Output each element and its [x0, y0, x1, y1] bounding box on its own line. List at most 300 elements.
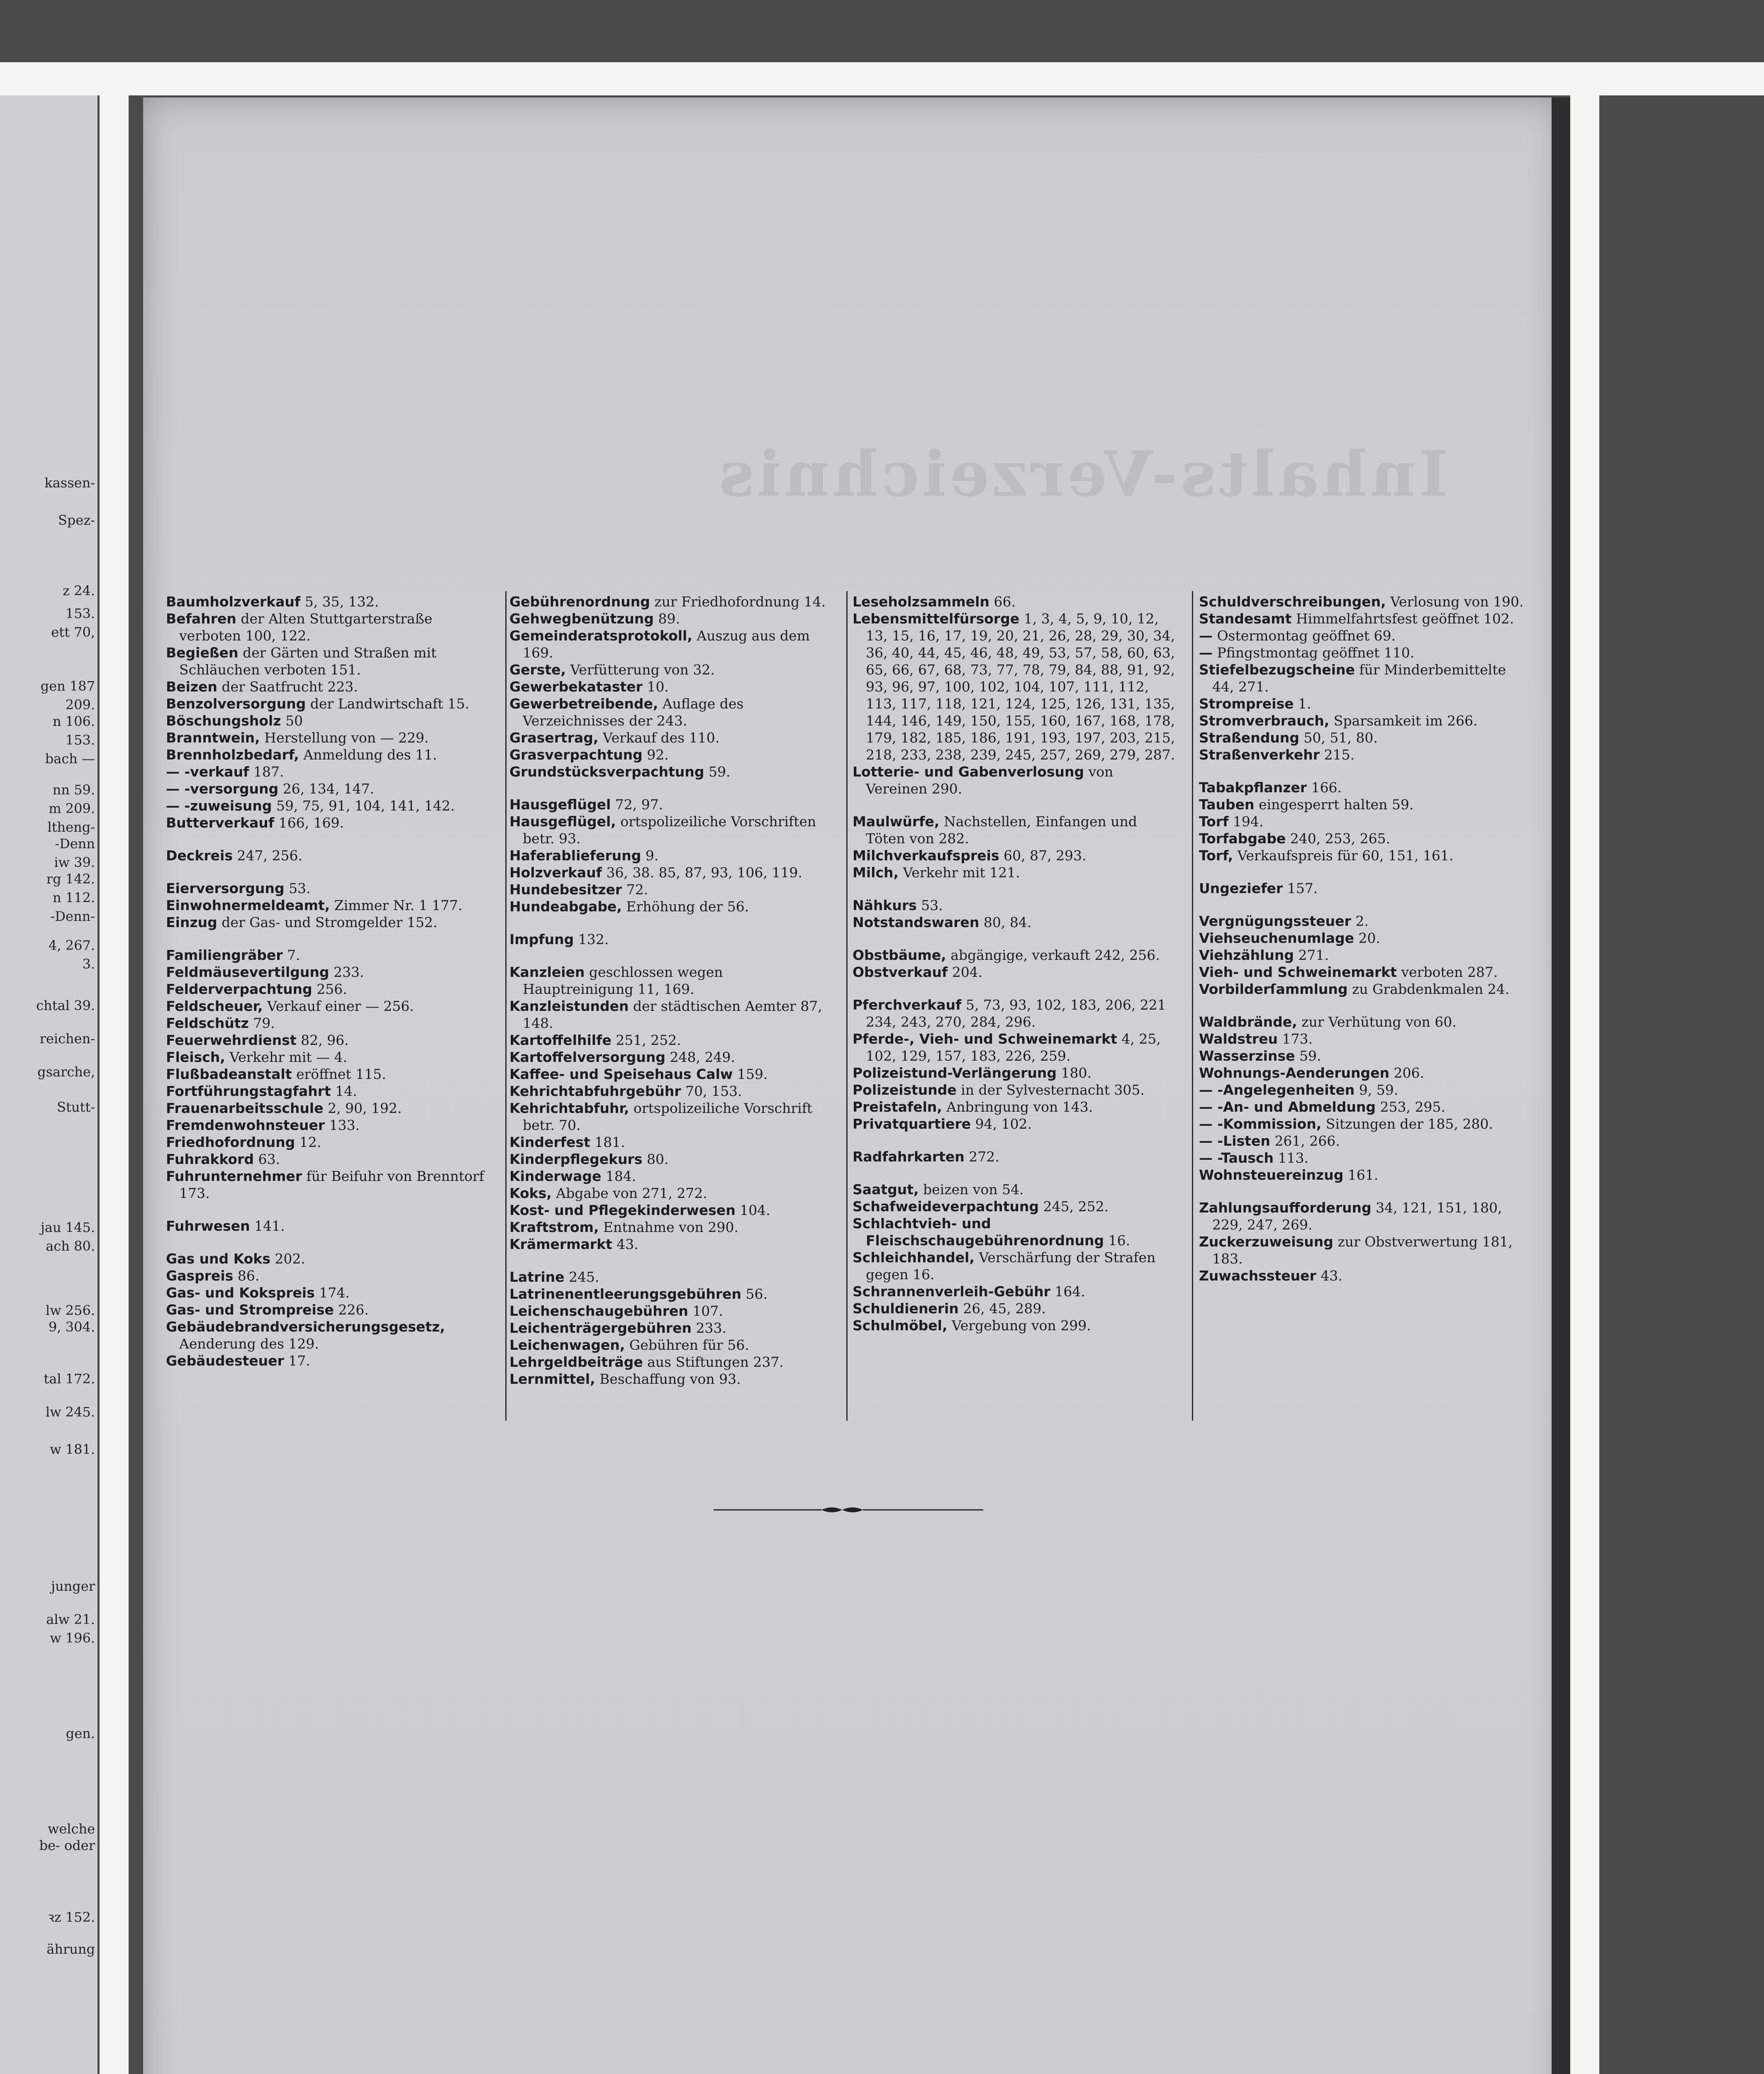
entry-heading: Gas- und Strompreise	[166, 1302, 334, 1318]
entry-references: der Landwirtschaft 15.	[306, 696, 470, 712]
entry-references: 66.	[989, 594, 1016, 610]
index-entry	[166, 1352, 490, 1369]
index-entry	[1199, 1098, 1527, 1115]
entry-heading: Kraftstrom,	[509, 1219, 599, 1235]
index-column-4	[1199, 593, 1527, 1284]
index-entry	[853, 610, 1176, 763]
section-gap	[853, 981, 1176, 996]
entry-references: Verschärfung der Strafen gegen 16.	[866, 1249, 1156, 1283]
index-entry	[509, 881, 833, 898]
entry-heading: Holzverkauf	[509, 864, 602, 881]
entry-heading: Ungeziefer	[1199, 880, 1283, 896]
left-page-fragment: 153.	[65, 732, 95, 748]
section-gap	[853, 931, 1176, 947]
column-divider	[505, 591, 507, 1421]
index-entry	[1199, 1081, 1527, 1098]
entry-references: 94, 102.	[971, 1116, 1032, 1132]
entry-heading: Gebäudesteuer	[166, 1353, 284, 1369]
index-entry	[509, 1185, 833, 1202]
entry-references: 248, 249.	[665, 1049, 735, 1065]
index-entry	[509, 964, 833, 998]
entry-references: 72.	[622, 881, 648, 898]
entry-references: geschlossen wegen Hauptreinigung 11, 169.	[523, 964, 723, 997]
entry-references: eröffnet 115.	[292, 1066, 386, 1082]
index-entry	[166, 695, 490, 712]
entry-references: für Beifuhr von Brenntorf 173.	[179, 1168, 484, 1201]
left-page-fragment: junger	[51, 1578, 95, 1594]
entry-references: Ostermontag geöffnet 69.	[1213, 628, 1396, 644]
entry-heading: —	[1199, 645, 1213, 661]
entry-references: 79.	[249, 1015, 275, 1031]
index-entry	[166, 1015, 490, 1032]
index-entry	[1199, 1115, 1527, 1132]
entry-references: 86.	[233, 1268, 260, 1284]
entry-heading: Leichenwagen,	[509, 1337, 625, 1353]
index-entry	[853, 1064, 1176, 1081]
entry-heading: Schuldverschreibungen,	[1199, 594, 1386, 610]
entry-heading: Obstbäume,	[853, 947, 946, 963]
entry-heading: Grasertrag,	[509, 730, 599, 746]
index-entry	[853, 897, 1176, 914]
entry-heading: Benzolversorgung	[166, 696, 306, 712]
index-entry	[166, 746, 490, 763]
entry-references: 141.	[250, 1218, 285, 1234]
left-page-fragment: be- oder	[39, 1838, 95, 1853]
index-entry	[853, 1148, 1176, 1165]
left-page-fragment: -Denn	[55, 836, 95, 852]
section-gap	[1199, 1183, 1527, 1199]
entry-references: 166.	[1307, 779, 1342, 796]
entry-references: 63.	[254, 1151, 280, 1167]
entry-heading: — -verkauf	[166, 764, 249, 780]
entry-references: 92.	[642, 747, 669, 763]
entry-references: 59.	[1295, 1048, 1321, 1064]
entry-heading: Fuhrakkord	[166, 1151, 254, 1167]
entry-references: Verkaufspreis für 60, 151, 161.	[1233, 847, 1454, 864]
index-entry	[1199, 746, 1527, 763]
entry-references: 206.	[1389, 1065, 1424, 1081]
index-entry	[166, 763, 490, 780]
left-page-fragment: ꝛz 152.	[48, 1909, 95, 1925]
entry-heading: Lernmittel,	[509, 1371, 595, 1387]
index-entry	[509, 593, 833, 610]
entry-heading: Straßenverkehr	[1199, 747, 1320, 763]
entry-heading: Fuhrunternehmer	[166, 1168, 302, 1184]
index-entry	[509, 1353, 833, 1370]
section-gap	[1199, 897, 1527, 913]
entry-references: 53.	[916, 897, 943, 913]
entry-references: von Vereinen 290.	[866, 764, 1113, 797]
entry-references: Anmeldung des 11.	[299, 747, 437, 763]
index-entry	[166, 678, 490, 695]
entry-heading: Latrine	[509, 1269, 565, 1285]
entry-references: 9.	[641, 847, 659, 864]
entry-references: Abgabe von 271, 272.	[551, 1185, 707, 1201]
entry-heading: Schafweideverpachtung	[853, 1198, 1039, 1215]
entry-references: Verkehr mit 121.	[899, 864, 1020, 881]
entry-heading: Einzug	[166, 914, 217, 930]
index-entry	[509, 813, 833, 847]
entry-references: Auflage des Verzeichnisses der 243.	[523, 696, 744, 729]
entry-heading: Schleichhandel,	[853, 1249, 975, 1266]
index-entry	[1199, 729, 1527, 746]
entry-heading: Saatgut,	[853, 1181, 919, 1198]
entry-references: 184.	[601, 1168, 636, 1184]
entry-heading: Grasverpachtung	[509, 747, 643, 763]
entry-heading: Gebührenordnung	[509, 594, 650, 610]
entry-references: 26, 134, 147.	[278, 781, 375, 797]
entry-references: Herstellung von — 229.	[260, 730, 429, 746]
left-page-edge	[100, 62, 129, 2074]
entry-heading: Leichenträgergebühren	[509, 1320, 692, 1336]
entry-heading: Strompreise	[1199, 696, 1294, 712]
entry-heading: Milch,	[853, 864, 899, 881]
entry-references: 17.	[284, 1353, 310, 1369]
entry-references: Vergebung von 299.	[947, 1317, 1091, 1334]
left-page-fragment: gsarche,	[37, 1064, 95, 1080]
entry-heading: Viehseuchenumlage	[1199, 930, 1355, 946]
left-page-fragment: reichen-	[39, 1031, 95, 1047]
section-gap	[166, 864, 490, 880]
index-entry	[509, 1100, 833, 1134]
entry-heading: Polizeistund-Verlängerung	[853, 1065, 1057, 1081]
entry-heading: — -An- und Abmeldung	[1199, 1099, 1376, 1115]
index-entry	[166, 847, 490, 864]
column-divider	[1192, 591, 1193, 1421]
index-entry	[166, 797, 490, 814]
entry-heading: Fremdenwohnsteuer	[166, 1117, 325, 1133]
entry-heading: Maulwürfe,	[853, 813, 940, 830]
entry-references: 107.	[688, 1303, 723, 1319]
entry-references: 245, 252.	[1039, 1198, 1109, 1215]
entry-heading: Familiengräber	[166, 947, 283, 963]
left-page-fragment: ährung	[46, 1941, 95, 1957]
left-page-fragment: 9, 304.	[49, 1319, 95, 1335]
entry-references: 253, 295.	[1375, 1099, 1445, 1115]
entry-heading: Kinderpflegekurs	[509, 1151, 643, 1167]
entry-references: 202.	[270, 1251, 305, 1267]
entry-references: Erhöhung der 56.	[621, 898, 749, 915]
entry-heading: — -versorgung	[166, 781, 279, 797]
entry-heading: Zuckerzuweisung	[1199, 1234, 1333, 1250]
entry-references: 261, 266.	[1270, 1133, 1340, 1149]
index-entry	[1199, 661, 1527, 695]
section-gap	[1199, 763, 1527, 779]
entry-references: Sitzungen der 185, 280.	[1321, 1116, 1493, 1132]
left-page-fragment: n 112.	[52, 890, 95, 906]
left-facing-page	[0, 95, 97, 2074]
entry-references: 59.	[704, 764, 731, 780]
entry-heading: Hundeabgabe,	[509, 898, 622, 915]
entry-references: 233.	[692, 1320, 726, 1336]
entry-heading: Gewerbekataster	[509, 679, 643, 695]
left-page-fragment: Spez-	[58, 512, 95, 528]
index-entry	[853, 1098, 1176, 1115]
entry-references: 215.	[1320, 747, 1355, 763]
entry-heading: Torfabgabe	[1199, 830, 1286, 847]
left-page-fragment: jau 145.	[40, 1220, 95, 1235]
entry-references: 226.	[334, 1302, 369, 1318]
index-entry	[166, 1083, 490, 1100]
entry-references: 113.	[1274, 1150, 1309, 1166]
entry-heading: Vieh- und Schweinemarkt	[1199, 964, 1397, 980]
entry-heading: Kaffee- und Speisehaus Calw	[509, 1066, 733, 1082]
entry-references: zur Friedhofordnung 14.	[650, 594, 826, 610]
entry-heading: Begießen	[166, 645, 239, 661]
entry-references: 14.	[331, 1083, 357, 1099]
index-entry	[1199, 830, 1527, 847]
entry-references: 245.	[564, 1269, 599, 1285]
index-entry	[1199, 796, 1527, 813]
index-entry	[509, 1319, 833, 1336]
index-entry	[853, 1081, 1176, 1098]
entry-heading: Impfung	[509, 931, 574, 947]
index-entry	[166, 814, 490, 831]
index-entry	[509, 1032, 833, 1049]
entry-heading: Zuwachssteuer	[1199, 1268, 1316, 1284]
index-entry	[509, 1066, 833, 1083]
entry-references: 56.	[741, 1286, 768, 1302]
left-page-fragment: chtal 39.	[36, 998, 95, 1013]
index-entry	[166, 981, 490, 998]
left-page-fragment: nn 59.	[52, 782, 95, 798]
entry-references: 272.	[964, 1149, 999, 1165]
index-entry	[1199, 593, 1527, 610]
index-entry	[1199, 1233, 1527, 1267]
index-entry	[1199, 779, 1527, 796]
entry-heading: Waldbrände,	[1199, 1014, 1297, 1030]
entry-references: 60, 87, 293.	[999, 847, 1087, 864]
entry-references: 5, 73, 93, 102, 183, 206, 221 234, 243, 270, 284, 296.	[866, 997, 1166, 1030]
entry-heading: Feuerwehrdienst	[166, 1032, 297, 1048]
entry-references: 36, 38. 85, 87, 93, 106, 119.	[602, 864, 802, 881]
entry-references: 43.	[1316, 1268, 1342, 1284]
entry-heading: —	[1199, 628, 1213, 644]
entry-heading: Kanzleien	[509, 964, 585, 980]
entry-heading: Kost- und Pflegekinderwesen	[509, 1202, 736, 1218]
section-gap	[166, 931, 490, 947]
left-page-fragment: 153.	[65, 606, 95, 621]
entry-references: 1.	[1294, 696, 1311, 712]
entry-heading: Gehwegbenützung	[509, 611, 654, 627]
left-page-fragment: n 106.	[52, 713, 95, 729]
index-entry	[1199, 813, 1527, 830]
entry-heading: Deckreis	[166, 847, 233, 864]
entry-heading: Polizeistunde	[853, 1082, 957, 1098]
index-entry	[166, 1049, 490, 1066]
entry-heading: Privatquartiere	[853, 1116, 971, 1132]
index-entry	[509, 1236, 833, 1253]
entry-heading: Friedhofordnung	[166, 1134, 295, 1150]
entry-heading: Befahren	[166, 611, 236, 627]
index-entry	[509, 729, 833, 746]
index-entry	[509, 1049, 833, 1066]
entry-heading: Lehrgeldbeiträge	[509, 1354, 643, 1370]
index-entry	[853, 847, 1176, 864]
entry-heading: Gebäudebrandversicherungsgesetz,	[166, 1319, 445, 1335]
entry-heading: Gaspreis	[166, 1268, 234, 1284]
entry-heading: Kinderfest	[509, 1134, 590, 1150]
section-gap	[1199, 864, 1527, 880]
index-entry	[166, 610, 490, 644]
entry-references: Verlosung von 190.	[1386, 594, 1524, 610]
index-entry	[509, 1083, 833, 1100]
entry-references: 157.	[1283, 880, 1318, 896]
index-entry	[509, 864, 833, 881]
ornament-rule	[714, 1502, 983, 1518]
section-gap	[509, 915, 833, 931]
entry-references: 43.	[612, 1236, 638, 1252]
index-entry	[1199, 1132, 1527, 1149]
entry-references: Pfingstmontag geöffnet 110.	[1213, 645, 1415, 661]
index-entry	[166, 1284, 490, 1301]
entry-references: 9, 59.	[1355, 1082, 1399, 1098]
left-page-fragment: 209.	[65, 697, 95, 713]
section-gap	[509, 948, 833, 964]
entry-references: 50, 51, 80.	[1299, 730, 1378, 746]
index-entry	[166, 1032, 490, 1049]
index-entry	[166, 1134, 490, 1151]
entry-references: abgängige, verkauft 242, 256.	[946, 947, 1160, 963]
entry-heading: Waldstreu	[1199, 1031, 1278, 1047]
index-entry	[509, 610, 833, 627]
index-entry	[1199, 847, 1527, 864]
entry-heading: Wohnsteuereinzug	[1199, 1167, 1344, 1183]
entry-references: 181.	[590, 1134, 625, 1150]
entry-heading: Eierversorgung	[166, 880, 285, 896]
entry-references: 59, 75, 91, 104, 141, 142.	[272, 798, 455, 814]
entry-references: 204.	[948, 964, 983, 980]
index-entry	[509, 1268, 833, 1285]
entry-references: Sparsamkeit im 266.	[1329, 713, 1478, 729]
entry-references: 16.	[1104, 1232, 1131, 1249]
index-entry	[853, 864, 1176, 881]
entry-references: 173.	[1278, 1031, 1313, 1047]
entry-heading: Fortführungstagfahrt	[166, 1083, 331, 1099]
section-gap	[853, 881, 1176, 897]
entry-heading: Lebensmittelfürsorge	[853, 611, 1020, 627]
index-column-3	[853, 593, 1176, 1334]
index-entry	[853, 964, 1176, 981]
entry-references: Verfütterung von 32.	[566, 662, 715, 678]
entry-references: verboten 287.	[1396, 964, 1498, 980]
entry-heading: Schlachtvieh- und Fleischschaugebührenordnung	[853, 1215, 1104, 1249]
entry-heading: Pferde-, Vieh- und Schweinemarkt	[853, 1031, 1117, 1047]
entry-heading: Butterverkauf	[166, 815, 275, 831]
entry-references: 2.	[1351, 913, 1369, 929]
index-entry	[1199, 1267, 1527, 1284]
entry-heading: Radfahrkarten	[853, 1149, 965, 1165]
index-entry	[509, 695, 833, 729]
left-page-fragment: rg 142.	[46, 871, 95, 887]
entry-heading: — -Tausch	[1199, 1150, 1274, 1166]
entry-references: 247, 256.	[232, 847, 302, 864]
index-entry	[853, 763, 1176, 797]
index-entry	[1199, 930, 1527, 947]
index-entry	[1199, 712, 1527, 729]
entry-heading: Stiefelbezugscheine	[1199, 662, 1355, 678]
left-page-fragment: gen.	[66, 1726, 95, 1741]
index-entry	[853, 1283, 1176, 1300]
index-entry	[166, 914, 490, 931]
left-page-fragment: 4, 267.	[49, 937, 95, 953]
index-entry	[166, 1250, 490, 1267]
index-entry	[853, 1198, 1176, 1215]
entry-references: 82, 96.	[296, 1032, 349, 1048]
entry-heading: Preistafeln,	[853, 1099, 942, 1115]
index-entry	[853, 1215, 1176, 1249]
left-page-fragment: w 181.	[50, 1441, 95, 1457]
entry-heading: Feldmäusevertilgung	[166, 964, 329, 980]
index-entry	[166, 780, 490, 797]
entry-references: 240, 253, 265.	[1286, 830, 1391, 847]
entry-references: 80.	[642, 1151, 669, 1167]
entry-heading: — -Kommission,	[1199, 1116, 1322, 1132]
index-entry	[1199, 913, 1527, 930]
entry-heading: Böschungsholz	[166, 713, 281, 729]
entry-heading: Kartoffelhilfe	[509, 1032, 612, 1048]
entry-heading: Hausgeflügel	[509, 796, 611, 813]
entry-references: Gebühren für 56.	[625, 1337, 749, 1353]
entry-references: 104.	[735, 1202, 770, 1218]
entry-references: 132.	[574, 931, 609, 947]
section-gap	[853, 797, 1176, 813]
entry-heading: Stromverbrauch,	[1199, 713, 1330, 729]
entry-references: 161.	[1343, 1167, 1379, 1183]
entry-heading: Kartoffelversorgung	[509, 1049, 665, 1065]
entry-references: 34, 121, 151, 180, 229, 247, 269.	[1212, 1200, 1502, 1233]
index-entry	[166, 1117, 490, 1134]
entry-heading: Standesamt	[1199, 611, 1292, 627]
left-page-fragment: alw 21.	[46, 1611, 95, 1627]
entry-references: 26, 45, 289.	[958, 1300, 1046, 1317]
index-entry	[853, 914, 1176, 931]
entry-references: beizen von 54.	[919, 1181, 1024, 1198]
entry-heading: Gemeinderatsprotokoll,	[509, 628, 692, 644]
left-page-fragment: lw 256.	[45, 1302, 95, 1318]
entry-references: Auszug aus dem 169.	[523, 628, 810, 661]
index-entry	[853, 1115, 1176, 1132]
index-entry	[166, 880, 490, 897]
index-entry	[509, 998, 833, 1032]
entry-heading: Zahlungsaufforderung	[1199, 1200, 1372, 1216]
left-page-fragment: ach 80.	[46, 1238, 95, 1254]
entry-references: 251, 252.	[611, 1032, 681, 1048]
entry-references: 194.	[1228, 813, 1264, 830]
index-entry	[166, 1100, 490, 1117]
index-entry	[509, 1151, 833, 1168]
section-gap	[1199, 998, 1527, 1013]
entry-heading: Latrinenentleerungsgebühren	[509, 1286, 742, 1302]
entry-heading: — -zuweisung	[166, 798, 272, 814]
entry-heading: Gerste,	[509, 662, 566, 678]
entry-references: 10.	[642, 679, 669, 695]
entry-heading: Kanzleistunden	[509, 998, 629, 1014]
index-entry	[166, 1066, 490, 1083]
entry-heading: Schuldienerin	[853, 1300, 959, 1317]
index-entry	[509, 1219, 833, 1236]
entry-references: 5, 35, 132.	[300, 594, 379, 610]
entry-references: 271.	[1294, 947, 1329, 963]
entry-heading: Baumholzverkauf	[166, 594, 301, 610]
left-page-fragment: welche	[47, 1821, 95, 1837]
entry-heading: Pferchverkauf	[853, 997, 962, 1013]
index-entry	[166, 998, 490, 1015]
section-gap	[509, 1253, 833, 1268]
entry-references: 12.	[295, 1134, 322, 1150]
entry-heading: Leichenschaugebühren	[509, 1303, 688, 1319]
entry-heading: Nähkurs	[853, 897, 917, 913]
